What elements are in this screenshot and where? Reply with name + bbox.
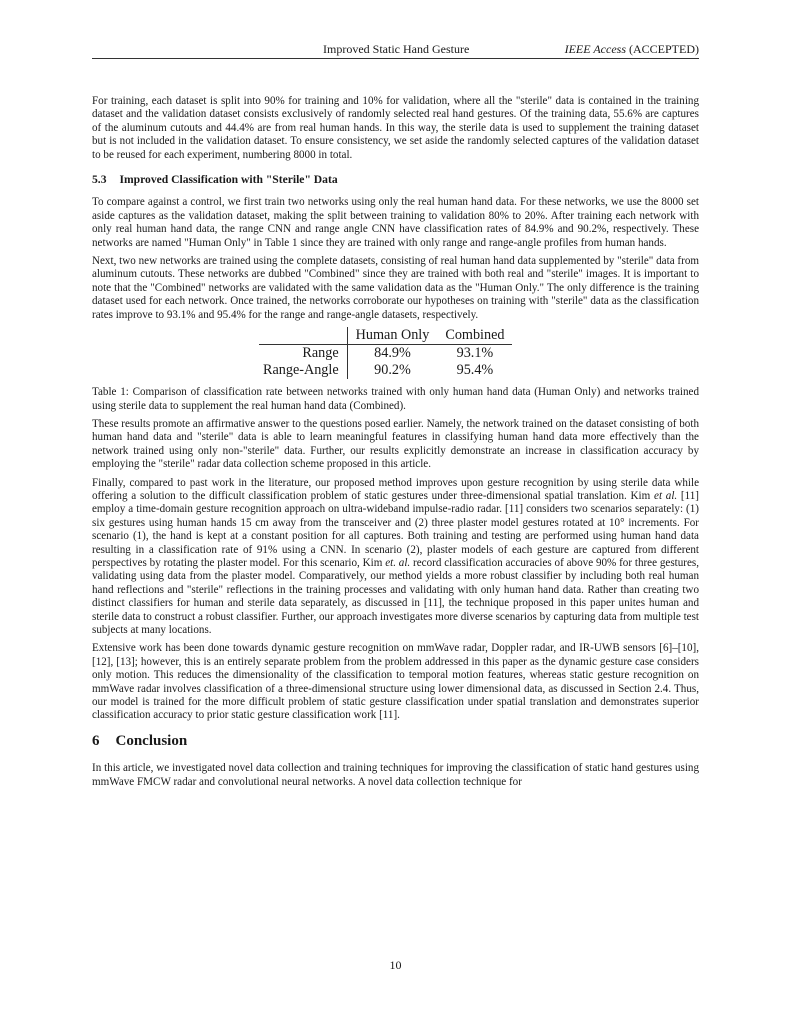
paragraph-training-split: For training, each dataset is split into 90% for training and 10% for validation, where all the "sterile" data is contained in the training dataset and the validation dataset consists exclusively of randomly selected real hand gestures. Of the training data, 55.6% are captures of the aluminum cutouts and 44.4% are from real human hands. In this way, the sterile data is used to supplement the training dataset but is not included in the validation dataset. To ensure consistency, we set aside the randomly selected captures of the validation dataset to be reused for each experiment, numbering 8000 in total. [92, 95, 699, 161]
journal-name: IEEE Access [564, 42, 626, 56]
paragraph-dynamic-gesture: Extensive work has been done towards dynamic gesture recognition on mmWave radar, Doppler radar, and IR-UWB sensors [6]–[10], [12], [13]; however, this is an entirely separate problem from the problem addressed in this paper as the dynamic gesture case considers only motion. This reduces the dimensionality of the classification to temporal motion features, whereas static gesture recognition on mmWave radar involves classification of a three-dimensional structure using lower dimensional data, as discussed in Section 2.4. Thus, our model is trained for the more difficult problem of static gesture classification under spatial translation and demonstrates superior classification accuracy to prior static gesture classification work [11]. [92, 642, 699, 722]
et-al-italic: et. al. [385, 556, 411, 569]
text-fragment: Finally, compared to past work in the literature, our proposed method improves upon gesture recognition by using sterile data while offering a solution to the difficult classification problem of static gestures under three-dimensional spatial translation. Kim [92, 476, 699, 502]
table-row [259, 345, 512, 363]
header-title: Improved Static Hand Gesture [323, 42, 470, 56]
table-caption: Table 1: Comparison of classification rate between networks trained with only human hand data (Human Only) and networks trained using sterile data to supplement the real human hand data (Combined). [92, 386, 699, 412]
col-header-human-only: Human Only [355, 327, 430, 344]
row-label: Range [259, 345, 347, 363]
section-title: Conclusion [115, 732, 188, 749]
section-heading-6 [92, 732, 699, 749]
header-journal [565, 42, 699, 57]
et-al-italic: et al. [654, 489, 678, 502]
running-header [92, 40, 699, 59]
page-number: 10 [389, 958, 402, 972]
paragraph-control: To compare against a control, we first train two networks using only the real human hand data. For these networks, we use the 8000 set aside captures as the validation dataset, making the split between training to validation 80% to 20%. After training each network with only real human hand data, the range CNN and range angle CNN have classification rates of 84.9% and 90.2%, respectively. These networks are named "Human Only" in Table 1 since they are trained with only range and range-angle profiles from human hands. [92, 196, 699, 249]
journal-status: (ACCEPTED) [629, 42, 699, 56]
text-fragment: record classification accuracies of above 90% for three gestures, validating using data from the plaster model. Comparatively, our method yields a more robust classifier by including both real human hand reflections and "sterile" reflections in the training processes and validating with only human hand data. Rather than creating two distinct classifiers for human and sterile data separately, as discussed in [11], the technique proposed in this paper unites human and sterile data to construct a robust classifier. Further, our approach investigates more diverse scenarios by capturing data from multiple test subjects at many locations. [92, 556, 699, 636]
results-table-wrap [92, 327, 699, 381]
results-table [259, 327, 512, 379]
paragraph-results: These results promote an affirmative answer to the questions posed earlier. Namely, the network trained on the dataset consisting of both human hand data and "sterile" data is able to learn meaningful features in classifying human hand data more effectively than the network trained using only non-"sterile" data. Further, our results explicitly demonstrate an increase in classification accuracy by employing the "sterile" radar data collection scheme proposed in this article. [92, 417, 699, 471]
section-heading-5-3 [92, 173, 699, 186]
section-title: Improved Classification with "Sterile" Data [119, 173, 338, 187]
col-header-combined: Combined [445, 327, 505, 344]
row-label: Range-Angle [259, 362, 347, 379]
section-number: 5.3 [92, 173, 107, 187]
paragraph-conclusion: In this article, we investigated novel data collection and training techniques for improving the classification of static hand gestures using mmWave FMCW radar and convolutional neural networks. A novel data collection technique for [92, 762, 699, 788]
cell-combined: 95.4% [456, 362, 494, 379]
paragraph-combined: Next, two new networks are trained using the complete datasets, consisting of real human hand data supplemented by "sterile" data from aluminum cutouts. These networks are dubbed "Combined" since they are trained with both real and "sterile" images. It is important to note that the "Combined" networks are validated with the same validation data as the "Human Only." The only difference is the training dataset used for each network. Once trained, the networks corroborate our hypotheses on training with "sterile" data as the classification rates improve to 93.1% and 95.4% for the range and range-angle datasets, respectively. [92, 255, 699, 321]
cell-combined: 93.1% [456, 345, 494, 362]
body-text [92, 95, 699, 794]
table-corner [259, 327, 347, 345]
section-number: 6 [92, 732, 100, 749]
cell-human-only: 84.9% [374, 345, 411, 362]
table-row [259, 362, 512, 379]
text-fragment: [11] employ a time-domain gesture recognition approach on ultra-wideband impulse-radio radar. [11] considers two scenarios separately: (1) six gestures using human hands 15 cm away from the transceiver and (2) three plaster model gestures rotated at 10° increments. For scenario (1), the hand is kept at a constant position for all captures. Both training and testing are performed using human hand data resulting in a classification rate of 91% using a CNN. In scenario (2), plaster models of each gesture are captured from different perspectives by rotating the plaster model. For this scenario, Kim [92, 489, 699, 569]
paragraph-related-work [92, 477, 699, 638]
cell-human-only: 90.2% [374, 362, 411, 379]
table-header-row [259, 327, 512, 345]
